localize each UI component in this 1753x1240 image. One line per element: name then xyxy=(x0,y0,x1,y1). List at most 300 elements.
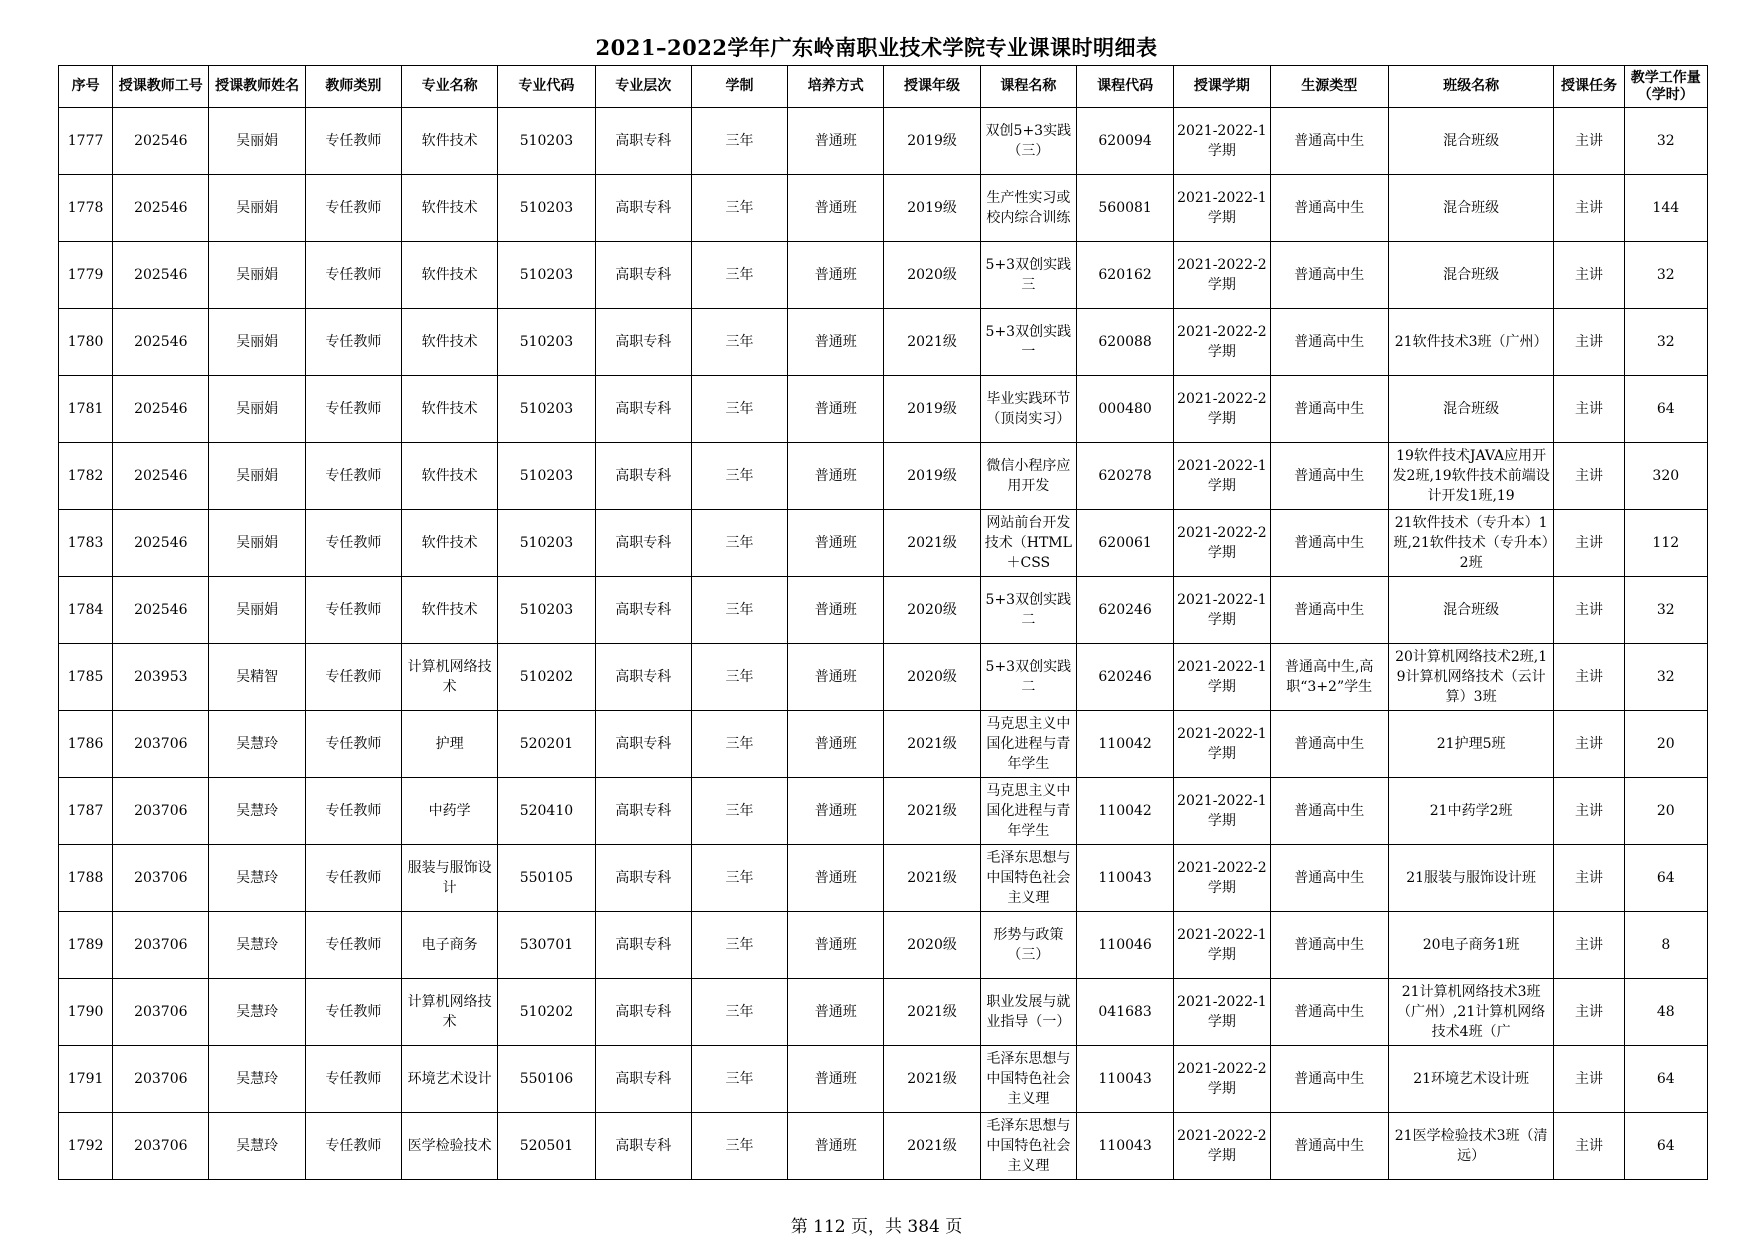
cell-text: 2020级 xyxy=(907,937,957,953)
table-cell xyxy=(980,1113,1076,1180)
table-cell xyxy=(884,644,980,711)
table-cell xyxy=(498,242,595,309)
table-cell xyxy=(1624,644,1707,711)
table-cell xyxy=(113,376,209,443)
cell-text: 软件技术 xyxy=(421,468,478,484)
cell-text: 高职专科 xyxy=(615,401,672,417)
table-cell xyxy=(1554,242,1624,309)
table-cell xyxy=(59,644,113,711)
table-cell xyxy=(884,108,980,175)
table-cell xyxy=(691,1046,787,1113)
table-cell xyxy=(595,108,691,175)
cell-text: 吴慧玲 xyxy=(236,1004,279,1020)
table-cell xyxy=(113,577,209,644)
table-row xyxy=(59,577,1708,644)
table-cell xyxy=(1076,778,1173,845)
cell-text: 三年 xyxy=(725,669,754,685)
cell-text: 微信小程序应用开发 xyxy=(986,458,1071,494)
cell-text: 5+3双创实践二 xyxy=(985,592,1072,628)
cell-text: 520501 xyxy=(519,1138,574,1154)
cell-text: 主讲 xyxy=(1574,1138,1603,1154)
table-cell xyxy=(1554,175,1624,242)
table-cell xyxy=(59,577,113,644)
cell-text: 1783 xyxy=(67,535,104,551)
table-cell xyxy=(1174,577,1270,644)
cell-text: 普通班 xyxy=(814,133,857,149)
table-cell xyxy=(1076,510,1173,577)
table-cell xyxy=(1174,711,1270,778)
table-cell xyxy=(305,979,401,1046)
table-cell xyxy=(1554,711,1624,778)
cell-text: 专任教师 xyxy=(325,870,382,886)
cell-text: 主讲 xyxy=(1574,1071,1603,1087)
cell-text: 2021-2022-2学期 xyxy=(1177,525,1267,561)
table-cell xyxy=(113,1046,209,1113)
cell-text: 203706 xyxy=(134,1071,188,1087)
cell-text: 服装与服饰设计 xyxy=(407,860,492,896)
table-cell xyxy=(788,711,884,778)
column-header: 专业名称 xyxy=(402,66,498,108)
cell-text: 110042 xyxy=(1098,736,1152,752)
table-cell xyxy=(595,778,691,845)
cell-text: 560081 xyxy=(1098,200,1152,216)
table-cell xyxy=(1270,376,1388,443)
table-cell xyxy=(59,979,113,1046)
cell-text: 2021-2022-2学期 xyxy=(1177,391,1267,427)
cell-text: 1784 xyxy=(67,602,104,618)
cell-text: 2021-2022-2学期 xyxy=(1177,1128,1267,1164)
cell-text: 64 xyxy=(1656,401,1675,417)
column-header: 授课年级 xyxy=(884,66,980,108)
table-cell xyxy=(59,778,113,845)
cell-text: 专任教师 xyxy=(325,133,382,149)
table-cell xyxy=(691,1113,787,1180)
cell-text: 生产性实习或校内综合训练 xyxy=(986,190,1071,226)
cell-text: 2021-2022-1学期 xyxy=(1177,994,1267,1030)
cell-text: 软件技术 xyxy=(421,401,478,417)
table-cell xyxy=(1388,711,1554,778)
table-cell xyxy=(59,510,113,577)
cell-text: 620162 xyxy=(1098,267,1152,283)
table-cell xyxy=(305,376,401,443)
column-header: 教师类别 xyxy=(305,66,401,108)
cell-text: 三年 xyxy=(725,1138,754,1154)
table-cell xyxy=(691,376,787,443)
column-header: 生源类型 xyxy=(1270,66,1388,108)
cell-text: 吴丽娟 xyxy=(236,535,279,551)
table-cell xyxy=(1388,108,1554,175)
cell-text: 110043 xyxy=(1098,1071,1152,1087)
table-cell xyxy=(788,979,884,1046)
cell-text: 19软件技术JAVA应用开发2班,19软件技术前端设计开发1班,19 xyxy=(1392,448,1550,504)
table-cell xyxy=(691,912,787,979)
cell-text: 620278 xyxy=(1098,468,1152,484)
cell-text: 普通高中生,高职“3+2”学生 xyxy=(1284,659,1374,695)
table-cell xyxy=(1270,644,1388,711)
cell-text: 计算机网络技术 xyxy=(407,659,492,695)
table-cell xyxy=(113,912,209,979)
cell-text: 主讲 xyxy=(1574,133,1603,149)
table-cell xyxy=(498,912,595,979)
table-cell xyxy=(305,845,401,912)
cell-text: 软件技术 xyxy=(421,535,478,551)
table-cell xyxy=(595,1113,691,1180)
cell-text: 医学检验技术 xyxy=(407,1138,492,1154)
table-cell xyxy=(980,979,1076,1046)
table-cell xyxy=(691,443,787,510)
cell-text: 普通班 xyxy=(814,937,857,953)
table-cell xyxy=(1270,242,1388,309)
cell-text: 高职专科 xyxy=(615,1071,672,1087)
table-cell xyxy=(1624,242,1707,309)
table-cell xyxy=(402,510,498,577)
table-cell xyxy=(884,376,980,443)
cell-text: 三年 xyxy=(725,334,754,350)
table-cell xyxy=(884,979,980,1046)
table-cell xyxy=(1270,577,1388,644)
table-cell xyxy=(1624,979,1707,1046)
cell-text: 32 xyxy=(1656,602,1675,618)
cell-text: 高职专科 xyxy=(615,602,672,618)
table-cell xyxy=(1388,242,1554,309)
cell-text: 普通高中生 xyxy=(1294,267,1365,283)
cell-text: 普通高中生 xyxy=(1294,937,1365,953)
cell-text: 1779 xyxy=(67,267,104,283)
cell-text: 550106 xyxy=(519,1071,574,1087)
table-cell xyxy=(1174,845,1270,912)
cell-text: 2021-2022-1学期 xyxy=(1177,793,1267,829)
cell-text: 2021-2022-2学期 xyxy=(1177,324,1267,360)
cell-text: 2021-2022-1学期 xyxy=(1177,592,1267,628)
cell-text: 620246 xyxy=(1098,669,1152,685)
table-cell xyxy=(595,979,691,1046)
cell-text: 1787 xyxy=(67,803,104,819)
cell-text: 吴精智 xyxy=(236,669,279,685)
cell-text: 620088 xyxy=(1098,334,1152,350)
cell-text: 普通高中生 xyxy=(1294,870,1365,886)
table-row xyxy=(59,778,1708,845)
table-cell xyxy=(1270,1113,1388,1180)
table-cell xyxy=(980,778,1076,845)
table-cell xyxy=(113,510,209,577)
cell-text: 高职专科 xyxy=(615,535,672,551)
cell-text: 203706 xyxy=(134,736,188,752)
table-cell xyxy=(1624,510,1707,577)
table-cell xyxy=(884,778,980,845)
table-row xyxy=(59,912,1708,979)
table-cell xyxy=(498,778,595,845)
cell-text: 高职专科 xyxy=(615,870,672,886)
table-cell xyxy=(1624,778,1707,845)
table-cell xyxy=(1554,309,1624,376)
table-cell xyxy=(1270,309,1388,376)
cell-text: 吴丽娟 xyxy=(236,602,279,618)
cell-text: 64 xyxy=(1656,1138,1675,1154)
cell-text: 普通班 xyxy=(814,736,857,752)
cell-text: 三年 xyxy=(725,200,754,216)
table-cell xyxy=(1388,309,1554,376)
cell-text: 510203 xyxy=(519,602,574,618)
table-header-row xyxy=(59,66,1708,108)
table-row xyxy=(59,108,1708,175)
table-cell xyxy=(788,510,884,577)
cell-text: 主讲 xyxy=(1574,468,1603,484)
cell-text: 1785 xyxy=(67,669,104,685)
table-cell xyxy=(1076,845,1173,912)
table-cell xyxy=(788,242,884,309)
table-cell xyxy=(59,309,113,376)
cell-text: 2021-2022-1学期 xyxy=(1177,458,1267,494)
cell-text: 毛泽东思想与中国特色社会主义理 xyxy=(986,850,1071,906)
table-cell xyxy=(209,175,305,242)
table-cell xyxy=(498,376,595,443)
cell-text: 马克思主义中国化进程与青年学生 xyxy=(986,716,1071,772)
table-cell xyxy=(1174,108,1270,175)
table-cell xyxy=(402,175,498,242)
table-row xyxy=(59,510,1708,577)
cell-text: 三年 xyxy=(725,468,754,484)
cell-text: 2021级 xyxy=(907,1071,957,1087)
column-header: 专业层次 xyxy=(595,66,691,108)
cell-text: 203706 xyxy=(134,1004,188,1020)
cell-text: 普通班 xyxy=(814,669,857,685)
cell-text: 普通高中生 xyxy=(1294,401,1365,417)
cell-text: 高职专科 xyxy=(615,200,672,216)
cell-text: 软件技术 xyxy=(421,334,478,350)
table-cell xyxy=(59,912,113,979)
table-cell xyxy=(1174,778,1270,845)
cell-text: 530701 xyxy=(519,937,574,953)
cell-text: 2021级 xyxy=(907,803,957,819)
table-cell xyxy=(209,845,305,912)
column-header: 授课任务 xyxy=(1554,66,1624,108)
table-cell xyxy=(1388,1046,1554,1113)
cell-text: 2020级 xyxy=(907,669,957,685)
table-cell xyxy=(209,376,305,443)
cell-text: 1782 xyxy=(67,468,104,484)
cell-text: 吴慧玲 xyxy=(236,803,279,819)
cell-text: 2020级 xyxy=(907,267,957,283)
table-cell xyxy=(1388,577,1554,644)
table-cell xyxy=(1270,510,1388,577)
cell-text: 普通高中生 xyxy=(1294,468,1365,484)
cell-text: 2020级 xyxy=(907,602,957,618)
cell-text: 20 xyxy=(1656,803,1675,819)
cell-text: 普通高中生 xyxy=(1294,535,1365,551)
table-cell xyxy=(1624,443,1707,510)
course-hours-table xyxy=(58,65,1708,1180)
table-cell xyxy=(113,108,209,175)
cell-text: 软件技术 xyxy=(421,133,478,149)
table-cell xyxy=(1554,376,1624,443)
cell-text: 21护理5班 xyxy=(1436,736,1506,752)
column-header: 序号 xyxy=(59,66,113,108)
table-cell xyxy=(402,1113,498,1180)
column-header: 专业代码 xyxy=(498,66,595,108)
table-row xyxy=(59,845,1708,912)
table-cell xyxy=(980,510,1076,577)
cell-text: 毛泽东思想与中国特色社会主义理 xyxy=(986,1118,1071,1174)
cell-text: 网站前台开发技术（HTML＋CSS xyxy=(984,515,1072,571)
table-cell xyxy=(691,979,787,1046)
table-cell xyxy=(209,510,305,577)
cell-text: 203706 xyxy=(134,870,188,886)
cell-text: 三年 xyxy=(725,133,754,149)
cell-text: 2021-2022-2学期 xyxy=(1177,257,1267,293)
table-cell xyxy=(209,242,305,309)
table-cell xyxy=(1270,443,1388,510)
cell-text: 三年 xyxy=(725,267,754,283)
cell-text: 普通班 xyxy=(814,1004,857,1020)
cell-text: 620061 xyxy=(1098,535,1152,551)
cell-text: 21环境艺术设计班 xyxy=(1413,1071,1530,1087)
table-cell xyxy=(498,175,595,242)
table-cell xyxy=(305,242,401,309)
cell-text: 21计算机网络技术3班（广州）,21计算机网络技术4班（广 xyxy=(1396,984,1546,1040)
table-cell xyxy=(498,1046,595,1113)
table-cell xyxy=(595,443,691,510)
cell-text: 普通班 xyxy=(814,200,857,216)
table-cell xyxy=(1174,979,1270,1046)
cell-text: 混合班级 xyxy=(1443,401,1500,417)
table-cell xyxy=(788,108,884,175)
table-cell xyxy=(1624,1113,1707,1180)
column-header: 教学工作量（学时） xyxy=(1624,66,1707,108)
table-cell xyxy=(498,510,595,577)
cell-text: 2021-2022-1学期 xyxy=(1177,726,1267,762)
cell-text: 混合班级 xyxy=(1443,267,1500,283)
cell-text: 专任教师 xyxy=(325,200,382,216)
cell-text: 护理 xyxy=(435,736,464,752)
table-cell xyxy=(59,242,113,309)
cell-text: 510202 xyxy=(519,1004,574,1020)
table-cell xyxy=(1554,912,1624,979)
table-cell xyxy=(113,443,209,510)
table-cell xyxy=(595,845,691,912)
table-cell xyxy=(113,711,209,778)
table-cell xyxy=(113,845,209,912)
table-cell xyxy=(1554,1046,1624,1113)
table-cell xyxy=(1624,376,1707,443)
table-cell xyxy=(1554,510,1624,577)
table-cell xyxy=(884,845,980,912)
table-cell xyxy=(1270,845,1388,912)
cell-text: 主讲 xyxy=(1574,803,1603,819)
cell-text: 普通班 xyxy=(814,870,857,886)
cell-text: 三年 xyxy=(725,736,754,752)
cell-text: 吴丽娟 xyxy=(236,133,279,149)
table-cell xyxy=(402,845,498,912)
cell-text: 吴慧玲 xyxy=(236,1071,279,1087)
cell-text: 专任教师 xyxy=(325,1071,382,1087)
cell-text: 2019级 xyxy=(907,133,957,149)
cell-text: 2021级 xyxy=(907,535,957,551)
cell-text: 510202 xyxy=(519,669,574,685)
cell-text: 三年 xyxy=(725,937,754,953)
cell-text: 毛泽东思想与中国特色社会主义理 xyxy=(986,1051,1071,1107)
table-cell xyxy=(1076,912,1173,979)
cell-text: 专任教师 xyxy=(325,535,382,551)
table-cell xyxy=(980,912,1076,979)
table-cell xyxy=(691,577,787,644)
cell-text: 1792 xyxy=(67,1138,104,1154)
table-cell xyxy=(1388,376,1554,443)
table-cell xyxy=(980,577,1076,644)
cell-text: 专任教师 xyxy=(325,937,382,953)
cell-text: 20计算机网络技术2班,19计算机网络技术（云计算）3班 xyxy=(1395,649,1548,705)
table-cell xyxy=(113,309,209,376)
cell-text: 112 xyxy=(1652,535,1680,551)
table-cell xyxy=(305,510,401,577)
table-cell xyxy=(59,175,113,242)
table-cell xyxy=(1174,644,1270,711)
table-cell xyxy=(209,644,305,711)
table-cell xyxy=(1388,644,1554,711)
table-cell xyxy=(1624,309,1707,376)
table-cell xyxy=(1388,778,1554,845)
table-cell xyxy=(1554,108,1624,175)
cell-text: 32 xyxy=(1656,334,1675,350)
cell-text: 550105 xyxy=(519,870,574,886)
table-cell xyxy=(980,376,1076,443)
cell-text: 吴慧玲 xyxy=(236,937,279,953)
cell-text: 32 xyxy=(1656,133,1675,149)
table-cell xyxy=(1270,175,1388,242)
page-footer: 第 112 页，共 384 页 xyxy=(790,1217,963,1237)
column-header: 授课学期 xyxy=(1174,66,1270,108)
table-cell xyxy=(1076,108,1173,175)
table-cell xyxy=(1624,845,1707,912)
cell-text: 203706 xyxy=(134,803,188,819)
table-cell xyxy=(1624,577,1707,644)
table-cell xyxy=(884,1113,980,1180)
table-cell xyxy=(788,577,884,644)
cell-text: 2019级 xyxy=(907,401,957,417)
table-cell xyxy=(209,778,305,845)
cell-text: 20电子商务1班 xyxy=(1422,937,1520,953)
table-cell xyxy=(1554,979,1624,1046)
table-cell xyxy=(209,443,305,510)
table-cell xyxy=(1076,1113,1173,1180)
table-cell xyxy=(209,309,305,376)
table-cell xyxy=(1174,242,1270,309)
cell-text: 520201 xyxy=(519,736,574,752)
table-cell xyxy=(980,1046,1076,1113)
table-cell xyxy=(402,979,498,1046)
cell-text: 吴丽娟 xyxy=(236,401,279,417)
table-cell xyxy=(884,577,980,644)
column-header: 课程名称 xyxy=(980,66,1076,108)
table-cell xyxy=(1076,979,1173,1046)
table-cell xyxy=(59,845,113,912)
table-cell xyxy=(884,242,980,309)
cell-text: 2021级 xyxy=(907,870,957,886)
cell-text: 高职专科 xyxy=(615,267,672,283)
table-cell xyxy=(595,711,691,778)
cell-text: 专任教师 xyxy=(325,803,382,819)
cell-text: 203706 xyxy=(134,1138,188,1154)
cell-text: 202546 xyxy=(134,468,188,484)
cell-text: 2021-2022-2学期 xyxy=(1177,1061,1267,1097)
cell-text: 三年 xyxy=(725,870,754,886)
table-row xyxy=(59,242,1708,309)
cell-text: 混合班级 xyxy=(1443,133,1500,149)
table-row xyxy=(59,1046,1708,1113)
table-cell xyxy=(595,309,691,376)
table-cell xyxy=(498,309,595,376)
table-cell xyxy=(884,443,980,510)
cell-text: 2021-2022-1学期 xyxy=(1177,659,1267,695)
